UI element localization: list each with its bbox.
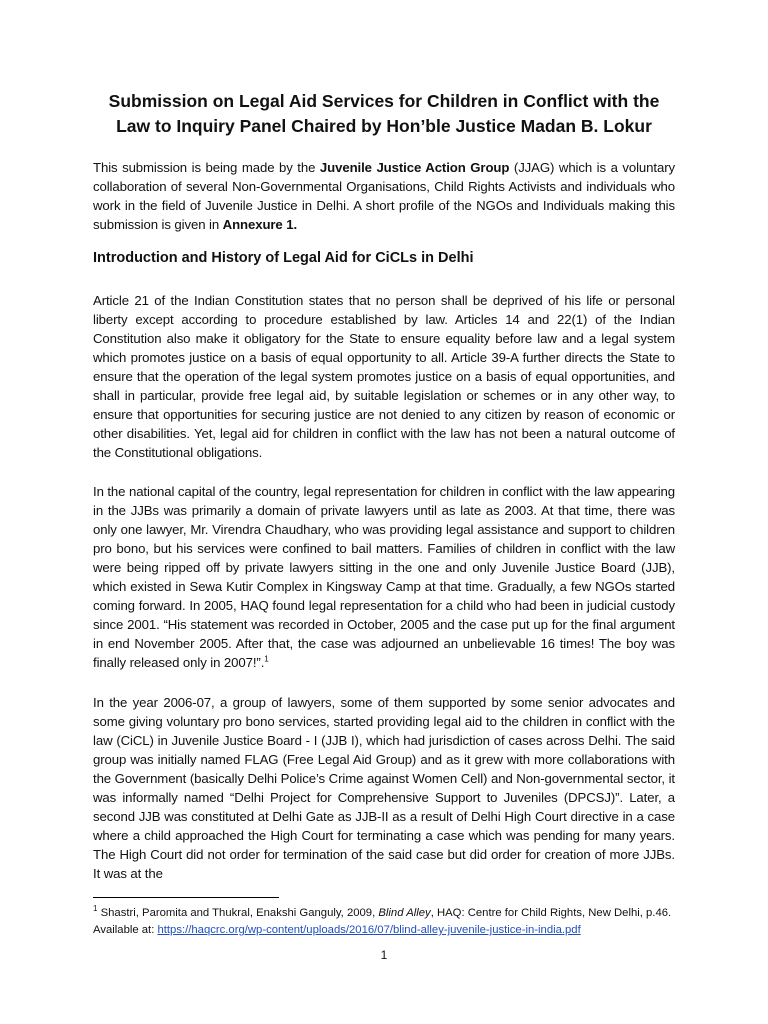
paragraph-year-2006: In the year 2006-07, a group of lawyers, some of them supported by some senior advocates and some giving voluntary pro bono services, started providing legal aid to the children in conflict with the law (CiCL) in Juvenile Justice Board - I (JJB I), which had jurisdiction of cases across Delhi. The said group was initially named FLAG (Free Legal Aid Group) and as it grew with more collaborations with the Government (basically Delhi Police’s Crime against Women Cell) and Non-governmental sector, it was informally named “Delhi Project for Comprehensive Support to Juveniles (DPCSJ)”. Later, a second JJB was constituted at Delhi Gate as JJB-II as a result of Delhi High Court directive in a case where a child approached the High Court for terminating a case which was pending for many years. The High Court did not order for termination of the said case but did order for creation of more JJBs. It was at the	[93, 695, 675, 881]
intro-text-2: (JJAG) which is a voluntary collaboration of several Non-Governmental Organisations, Child Rights Activists and individuals who work in the field of Juvenile Justice in Delhi. A short profile of the NGOs and Individuals making this submission is given in	[93, 160, 675, 232]
title-line-2: Law to Inquiry Panel Chaired by Hon’ble Justice Madan B. Lokur	[116, 116, 652, 136]
footnote-reference: 1	[264, 654, 269, 664]
footnote	[93, 905, 675, 939]
title-line-1: Submission on Legal Aid Services for Children in Conflict with the	[108, 91, 660, 111]
page-number: 1	[380, 948, 388, 962]
intro-text-1: This submission is being made by the	[93, 160, 320, 175]
intro-paragraph	[93, 158, 675, 234]
footnote-book-title: Blind Alley	[378, 907, 431, 919]
footnote-link[interactable]: https://haqcrc.org/wp-content/uploads/2016/07/blind-alley-juvenile-justice-in-india.pdf	[157, 924, 581, 936]
footnote-divider	[93, 897, 279, 898]
footnote-number: 1	[93, 904, 98, 914]
document-title	[80, 89, 688, 139]
footnote-text-2: , HAQ: Centre for Child Rights, New Delhi, p.46. Available at:	[93, 907, 672, 936]
paragraph-national-capital	[93, 482, 675, 672]
section-heading: Introduction and History of Legal Aid for CiCLs in Delhi	[93, 250, 474, 266]
paragraph-article-21: Article 21 of the Indian Constitution states that no person shall be deprived of his life or personal liberty except according to procedure established by law. Articles 14 and 22(1) of the Indian Constitution also make it obligatory for the State to ensure equality before law and a legal system which promotes justice on a basis of equal opportunity to all. Article 39-A further directs the State to ensure that the operation of the legal system promotes justice on a basis of equal opportunities, and shall in particular, provide free legal aid, by suitable legislation or schemes or in any other way, to ensure that opportunities for securing justice are not denied to any citizen by reason of economic or other disabilities. Yet, legal aid for children in conflict with the law has not been a natural outcome of the Constitutional obligations.	[93, 293, 675, 460]
paragraph-national-capital-text: In the national capital of the country, legal representation for children in conflict with the law appearing in the JJBs was primarily a domain of private lawyers until as late as 2003. At that time, there was only one lawyer, Mr. Virendra Chaudhary, who was providing legal assistance and support to children pro bono, but his services were confined to bail matters. Families of children in conflict with the law were being ripped off by private lawyers sitting in the one and only Juvenile Justice Board (JJB), which existed in Sewa Kutir Complex in Kingsway Camp at that time. Gradually, a few NGOs started coming forward. In 2005, HAQ found legal representation for a child who had been in judicial custody since 2001. “His statement was recorded in October, 2005 and the case put up for the final argument in end November 2005. After that, the case was adjourned an unbelievable 16 times! The boy was finally released only in 2007!”.	[93, 484, 676, 670]
annexure-reference: Annexure 1.	[222, 217, 298, 232]
footnote-text-1: Shastri, Paromita and Thukral, Enakshi Ganguly, 2009,	[97, 907, 379, 919]
group-name: Juvenile Justice Action Group	[319, 160, 510, 175]
